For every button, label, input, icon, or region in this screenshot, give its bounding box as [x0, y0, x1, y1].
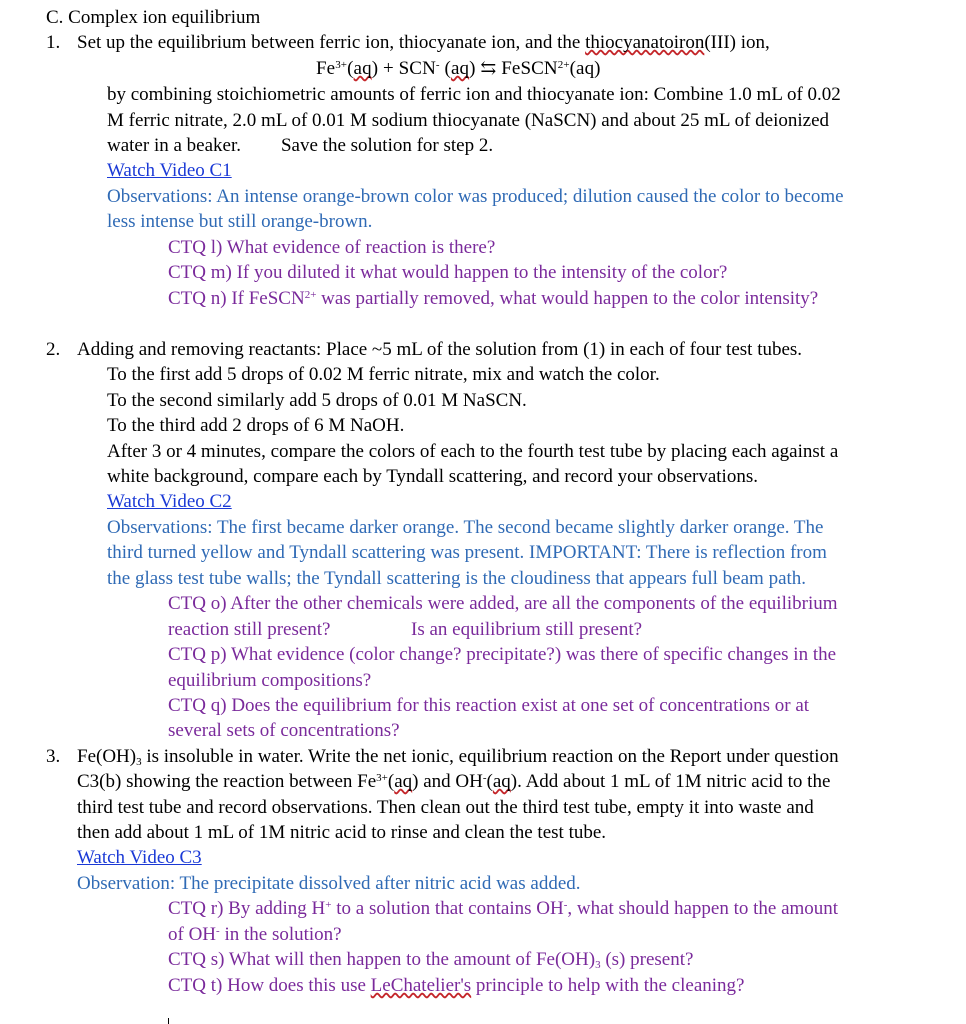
item-2-number: 2. [46, 339, 61, 360]
ctq-t: CTQ t) How does this use LeChatelier's principle to help with the cleaning? [168, 975, 745, 996]
ctq-q: CTQ q) Does the equilibrium for this reaction exist at one set of concentrations or at [168, 695, 810, 716]
ctq-r-continued: of OH- in the solution? [168, 924, 342, 945]
watch-video-c2-link[interactable]: Watch Video C2 [107, 491, 232, 512]
ctq-n: CTQ n) If FeSCN$^{2+}$ was partially removed, what would happen to the color intensity? [168, 288, 819, 309]
item-2-line: To the second similarly add 5 drops of 0.01 M NaSCN. [107, 390, 527, 411]
observation-line: Observation: The precipitate dissolved after nitric acid was added. [77, 873, 581, 894]
item-1-body-line: by combining stoichiometric amounts of ferric ion and thiocyanate ion: Combine 1.0 mL of 0.02 [107, 84, 841, 105]
observation-line: the glass test tube walls; the Tyndall scattering is the cloudiness that appears full beam path. [107, 568, 807, 589]
item-2-line: white background, compare each by Tyndall scattering, and record your observations. [107, 466, 758, 487]
item-1-intro: Set up the equilibrium between ferric ion, thiocyanate ion, and the thiocyanatoiron(III) ion, [77, 32, 770, 53]
item-2-line: After 3 or 4 minutes, compare the colors of each to the fourth test tube by placing each against a [107, 441, 839, 462]
item-1-number: 1. [46, 32, 61, 53]
ctq-q-continued: several sets of concentrations? [168, 720, 400, 741]
equilibrium-equation: $Fe^{3+}(aq) + SCN^-$ (aq) ⇆ FeSCN$^{2+}$(aq) [316, 58, 601, 79]
text-cursor [168, 1018, 169, 1024]
ctq-o-second-question: Is an equilibrium still present? [411, 619, 643, 640]
item-2-line: Adding and removing reactants: Place ~5 mL of the solution from (1) in each of four test tubes. [77, 339, 803, 360]
observation-line: less intense but still orange-brown. [107, 211, 373, 232]
ctq-o: CTQ o) After the other chemicals were added, are all the components of the equilibrium [168, 593, 838, 614]
item-1-body-line: water in a beaker. Save the solution for step 2. [107, 135, 494, 156]
item-2-line: To the third add 2 drops of 6 M NaOH. [107, 415, 405, 436]
item-3-line: third test tube and record observations. Then clean out the third test tube, empty it into waste and [77, 797, 814, 818]
item-3-number: 3. [46, 746, 61, 767]
ctq-l: CTQ l) What evidence of reaction is there? [168, 237, 496, 258]
ctq-p-continued: equilibrium compositions? [168, 670, 372, 691]
watch-video-c3-link[interactable]: Watch Video C3 [77, 847, 202, 868]
section-title: C. Complex ion equilibrium [46, 7, 261, 28]
observation-line: third turned yellow and Tyndall scattering was present. IMPORTANT: There is reflection from [107, 542, 827, 563]
ctq-p: CTQ p) What evidence (color change? precipitate?) was there of specific changes in the [168, 644, 837, 665]
ctq-o-continued: reaction still present? [168, 619, 331, 640]
watch-video-c1-link[interactable]: Watch Video C1 [107, 160, 232, 181]
ctq-s: CTQ s) What will then happen to the amount of $Fe(OH)_3$ (s) present? [168, 949, 694, 971]
spellcheck-word: LeChatelier's [370, 975, 472, 996]
observation-line: Observations: The first became darker orange. The second became slightly darker orange. The [107, 517, 824, 538]
item-3-line: then add about 1 mL of 1M nitric acid to rinse and clean the test tube. [77, 822, 607, 843]
ctq-m: CTQ m) If you diluted it what would happen to the intensity of the color? [168, 262, 728, 283]
item-3-line: C3(b) showing the reaction between $Fe^{3+}(aq)$ and OH-(aq). Add about 1 mL of 1M nitric acid to the [77, 771, 831, 792]
equilibrium-arrow-icon: ⇆ [480, 58, 497, 79]
observation-line: Observations: An intense orange-brown color was produced; dilution caused the color to become [107, 186, 844, 207]
spellcheck-word: thiocyanatoiron [585, 32, 705, 53]
ctq-r: CTQ r) By adding H+ to a solution that contains OH-, what should happen to the amount [168, 898, 839, 919]
item-2-line: To the first add 5 drops of 0.02 M ferric nitrate, mix and watch the color. [107, 364, 660, 385]
item-1-body-line: M ferric nitrate, 2.0 mL of 0.01 M sodium thiocyanate (NaSCN) and about 25 mL of deionized [107, 110, 829, 131]
item-3-line: $Fe(OH)_3$ is insoluble in water. Write the net ionic, equilibrium reaction on the Report under question [77, 746, 839, 768]
